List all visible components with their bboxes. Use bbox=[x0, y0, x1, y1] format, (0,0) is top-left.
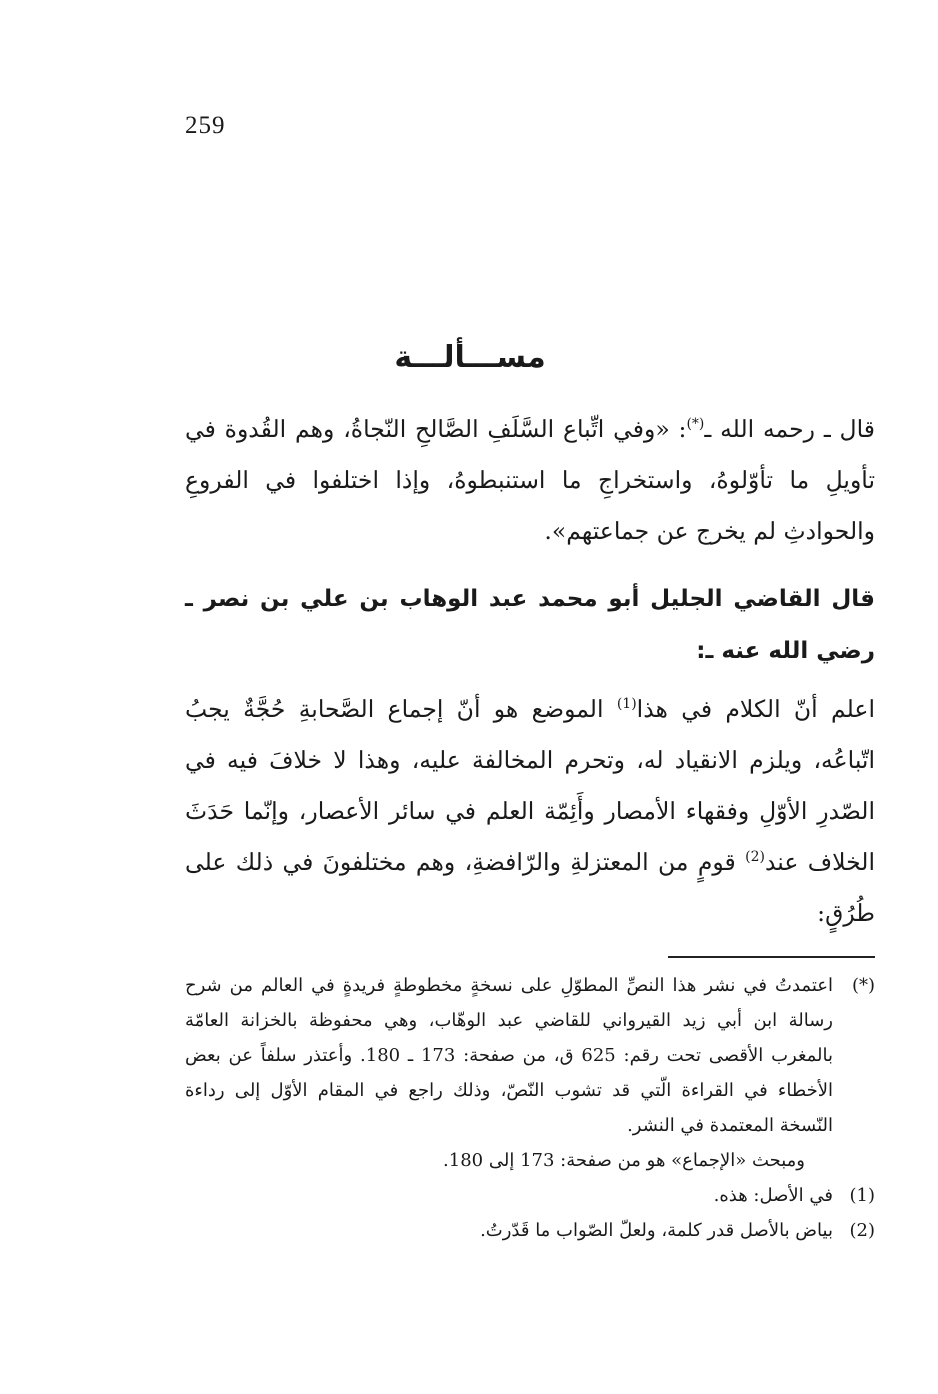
footnote-text: في الأصل: هذه. bbox=[713, 1185, 833, 1206]
footnote-marker: (*) bbox=[851, 975, 875, 996]
footnote-ref-1: (1) bbox=[616, 696, 637, 713]
footnote-text: بياض بالأصل قدر كلمة، ولعلّ الصّواب ما قَدّرتُ. bbox=[480, 1220, 833, 1241]
body-text-part-1: اعلم أنّ الكلام في هذا bbox=[636, 695, 875, 723]
footnote-2 bbox=[185, 1213, 875, 1248]
footnote-star-extra: ومبحث «الإجماع» هو من صفحة: 173 إلى 180. bbox=[443, 1150, 805, 1171]
footnote-ref-star: (*) bbox=[686, 416, 705, 433]
body-text-part-2: الموضع هو أنّ إجماع الصَّحابةِ حُجَّةٌ يجبُ اتّباعُه، ويلزم الانقياد له، وتحرم المخالفة عليه، وهذا لا خلافَ فيه في الصّدرِ الأوّلِ وفقهاء الأمصار وأَئِمّة العلم في سائر الأعصار، وإنّما حَدَثَ الخلاف عند bbox=[185, 695, 875, 876]
footnote-separator bbox=[668, 956, 875, 958]
quoted-text-paragraph bbox=[185, 404, 875, 557]
author-attribution: قال القاضي الجليل أبو محمد عبد الوهاب بن علي بن نصر ـ رضي الله عنه ـ: bbox=[185, 586, 875, 664]
body-text-part-3: قومٍ من المعتزلةِ والرّافضةِ، وهم مختلفونَ في ذلك على طُرُقٍ: bbox=[185, 848, 875, 927]
page-number: 259 bbox=[185, 112, 226, 139]
footnote-text: اعتمدتُ في نشر هذا النصِّ المطوّلِ على نسخةٍ مخطوطةٍ فريدةٍ في العالم من شرح رسالة ابن أبي زيد القيرواني للقاضي عبد الوهّاب، وهي محفوظة بالخزانة العامّة بالمغرب الأقصى تحت رقم: 625 ق، من صفحة: 173 ـ 180. وأعتذر سلفاً عن بعض الأخطاء في القراءة الّتي قد تشوب النّصّ، وذلك راجع في المقام الأوّل إلى رداءة النّسخة المعتمدة في النشر. bbox=[185, 975, 834, 1136]
footnotes bbox=[185, 968, 875, 1248]
section-heading-text: مســـألـــة bbox=[394, 340, 546, 375]
footnote-ref-2: (2) bbox=[745, 849, 765, 866]
quote-text: : «وفي اتِّباع السَّلَفِ الصَّالحِ النّجاةُ، وهم القُدوة في تأويلِ ما تأوّلوهُ، واستخراجِ ما استنبطوهُ، وإذا اختلفوا في الفروعِ والحوادثِ لم يخرج عن جماعتهم». bbox=[185, 415, 875, 545]
quote-lead: قال ـ رحمه الله ـ bbox=[704, 415, 876, 443]
footnote-star bbox=[185, 968, 875, 1143]
section-heading bbox=[185, 340, 755, 375]
body-paragraph bbox=[185, 684, 875, 939]
footnote-1 bbox=[185, 1178, 875, 1213]
footnote-marker: (1) bbox=[849, 1185, 875, 1206]
footnote-marker: (2) bbox=[849, 1220, 875, 1241]
